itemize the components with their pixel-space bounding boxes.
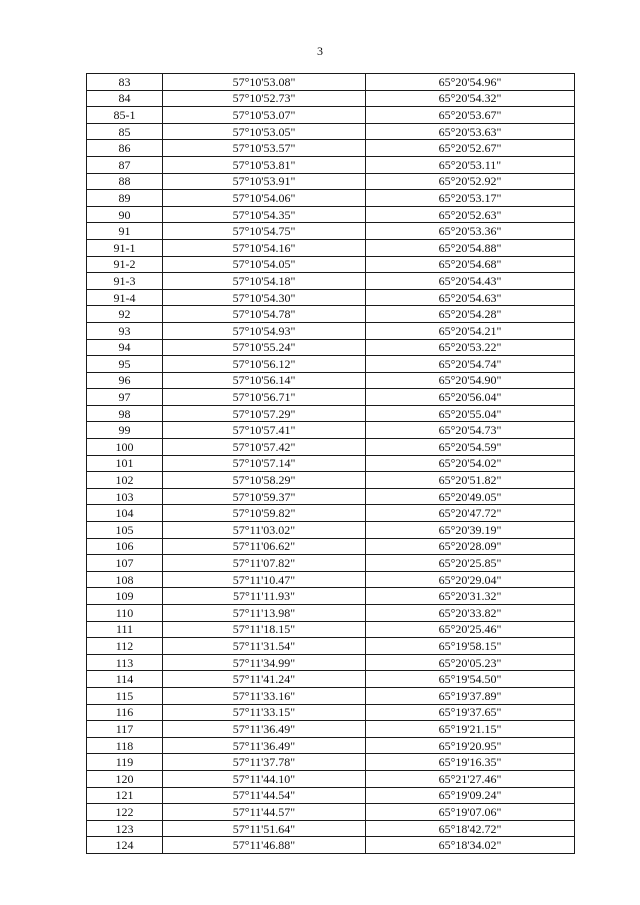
point-number-cell: 121 — [87, 787, 163, 804]
longitude-cell: 65°20'49.05" — [366, 488, 575, 505]
table-row — [87, 422, 575, 439]
table-row — [87, 339, 575, 356]
table-row — [87, 389, 575, 406]
latitude-cell: 57°10'54.06" — [163, 190, 366, 207]
longitude-cell: 65°20'53.63" — [366, 123, 575, 140]
point-number-cell: 86 — [87, 140, 163, 157]
table-row — [87, 439, 575, 456]
longitude-cell: 65°20'54.73" — [366, 422, 575, 439]
longitude-cell: 65°20'53.17" — [366, 190, 575, 207]
longitude-cell: 65°19'09.24" — [366, 787, 575, 804]
table-row — [87, 621, 575, 638]
latitude-cell: 57°11'33.15" — [163, 704, 366, 721]
point-number-cell: 102 — [87, 472, 163, 489]
table-row — [87, 538, 575, 555]
point-number-cell: 124 — [87, 837, 163, 854]
longitude-cell: 65°18'34.02" — [366, 837, 575, 854]
latitude-cell: 57°10'57.42" — [163, 439, 366, 456]
longitude-cell: 65°19'58.15" — [366, 638, 575, 655]
latitude-cell: 57°10'52.73" — [163, 90, 366, 107]
point-number-cell: 91-3 — [87, 273, 163, 290]
latitude-cell: 57°10'59.37" — [163, 488, 366, 505]
table-row — [87, 306, 575, 323]
point-number-cell: 118 — [87, 737, 163, 754]
latitude-cell: 57°11'31.54" — [163, 638, 366, 655]
table-row — [87, 804, 575, 821]
point-number-cell: 98 — [87, 405, 163, 422]
latitude-cell: 57°10'53.91" — [163, 173, 366, 190]
point-number-cell: 85-1 — [87, 107, 163, 124]
point-number-cell: 101 — [87, 455, 163, 472]
point-number-cell: 99 — [87, 422, 163, 439]
point-number-cell: 115 — [87, 687, 163, 704]
point-number-cell: 107 — [87, 555, 163, 572]
longitude-cell: 65°19'21.15" — [366, 721, 575, 738]
point-number-cell: 108 — [87, 571, 163, 588]
latitude-cell: 57°11'13.98" — [163, 605, 366, 622]
latitude-cell: 57°11'36.49" — [163, 721, 366, 738]
latitude-cell: 57°10'53.07" — [163, 107, 366, 124]
point-number-cell: 113 — [87, 654, 163, 671]
latitude-cell: 57°10'54.75" — [163, 223, 366, 240]
point-number-cell: 91-4 — [87, 289, 163, 306]
longitude-cell: 65°20'52.67" — [366, 140, 575, 157]
table-row — [87, 372, 575, 389]
latitude-cell: 57°10'57.41" — [163, 422, 366, 439]
point-number-cell: 93 — [87, 322, 163, 339]
table-row — [87, 455, 575, 472]
table-row — [87, 571, 575, 588]
table-row — [87, 555, 575, 572]
table-row — [87, 505, 575, 522]
point-number-cell: 94 — [87, 339, 163, 356]
longitude-cell: 65°20'54.43" — [366, 273, 575, 290]
table-row — [87, 90, 575, 107]
table-row — [87, 74, 575, 91]
table-row — [87, 588, 575, 605]
latitude-cell: 57°11'34.99" — [163, 654, 366, 671]
point-number-cell: 120 — [87, 770, 163, 787]
table-row — [87, 704, 575, 721]
point-number-cell: 91-1 — [87, 239, 163, 256]
point-number-cell: 104 — [87, 505, 163, 522]
longitude-cell: 65°20'54.74" — [366, 356, 575, 373]
table-row — [87, 107, 575, 124]
point-number-cell: 116 — [87, 704, 163, 721]
longitude-cell: 65°20'54.90" — [366, 372, 575, 389]
longitude-cell: 65°20'54.88" — [366, 239, 575, 256]
latitude-cell: 57°10'54.35" — [163, 206, 366, 223]
longitude-cell: 65°20'33.82" — [366, 605, 575, 622]
longitude-cell: 65°19'54.50" — [366, 671, 575, 688]
longitude-cell: 65°20'54.68" — [366, 256, 575, 273]
longitude-cell: 65°20'53.36" — [366, 223, 575, 240]
table-row — [87, 156, 575, 173]
latitude-cell: 57°10'58.29" — [163, 472, 366, 489]
longitude-cell: 65°20'29.04" — [366, 571, 575, 588]
latitude-cell: 57°10'53.08" — [163, 74, 366, 91]
table-row — [87, 289, 575, 306]
table-row — [87, 256, 575, 273]
point-number-cell: 109 — [87, 588, 163, 605]
longitude-cell: 65°20'55.04" — [366, 405, 575, 422]
table-row — [87, 737, 575, 754]
point-number-cell: 110 — [87, 605, 163, 622]
longitude-cell: 65°20'54.21" — [366, 322, 575, 339]
point-number-cell: 88 — [87, 173, 163, 190]
point-number-cell: 97 — [87, 389, 163, 406]
table-row — [87, 273, 575, 290]
table-row — [87, 206, 575, 223]
table-row — [87, 223, 575, 240]
latitude-cell: 57°10'56.71" — [163, 389, 366, 406]
point-number-cell: 96 — [87, 372, 163, 389]
point-number-cell: 103 — [87, 488, 163, 505]
latitude-cell: 57°10'53.57" — [163, 140, 366, 157]
latitude-cell: 57°11'36.49" — [163, 737, 366, 754]
table-row — [87, 140, 575, 157]
point-number-cell: 114 — [87, 671, 163, 688]
table-row — [87, 356, 575, 373]
point-number-cell: 123 — [87, 820, 163, 837]
table-row — [87, 654, 575, 671]
table-row — [87, 687, 575, 704]
point-number-cell: 87 — [87, 156, 163, 173]
table-row — [87, 405, 575, 422]
longitude-cell: 65°19'37.89" — [366, 687, 575, 704]
latitude-cell: 57°10'54.05" — [163, 256, 366, 273]
latitude-cell: 57°11'46.88" — [163, 837, 366, 854]
table-row — [87, 605, 575, 622]
coordinates-table-body — [87, 74, 575, 854]
longitude-cell: 65°20'53.11" — [366, 156, 575, 173]
table-row — [87, 638, 575, 655]
latitude-cell: 57°10'55.24" — [163, 339, 366, 356]
table-row — [87, 123, 575, 140]
latitude-cell: 57°10'54.78" — [163, 306, 366, 323]
table-row — [87, 190, 575, 207]
longitude-cell: 65°18'42.72" — [366, 820, 575, 837]
longitude-cell: 65°20'52.92" — [366, 173, 575, 190]
latitude-cell: 57°11'44.54" — [163, 787, 366, 804]
longitude-cell: 65°20'25.46" — [366, 621, 575, 638]
longitude-cell: 65°20'54.96" — [366, 74, 575, 91]
table-row — [87, 671, 575, 688]
longitude-cell: 65°20'31.32" — [366, 588, 575, 605]
longitude-cell: 65°19'37.65" — [366, 704, 575, 721]
table-row — [87, 770, 575, 787]
point-number-cell: 119 — [87, 754, 163, 771]
point-number-cell: 105 — [87, 522, 163, 539]
longitude-cell: 65°20'47.72" — [366, 505, 575, 522]
longitude-cell: 65°20'25.85" — [366, 555, 575, 572]
longitude-cell: 65°20'54.32" — [366, 90, 575, 107]
latitude-cell: 57°11'37.78" — [163, 754, 366, 771]
table-row — [87, 787, 575, 804]
latitude-cell: 57°10'54.16" — [163, 239, 366, 256]
latitude-cell: 57°11'51.64" — [163, 820, 366, 837]
longitude-cell: 65°20'54.59" — [366, 439, 575, 456]
longitude-cell: 65°20'52.63" — [366, 206, 575, 223]
latitude-cell: 57°10'57.29" — [163, 405, 366, 422]
latitude-cell: 57°10'59.82" — [163, 505, 366, 522]
latitude-cell: 57°11'44.10" — [163, 770, 366, 787]
table-row — [87, 837, 575, 854]
latitude-cell: 57°11'07.82" — [163, 555, 366, 572]
latitude-cell: 57°10'53.05" — [163, 123, 366, 140]
point-number-cell: 117 — [87, 721, 163, 738]
point-number-cell: 91 — [87, 223, 163, 240]
table-row — [87, 173, 575, 190]
point-number-cell: 122 — [87, 804, 163, 821]
point-number-cell: 111 — [87, 621, 163, 638]
point-number-cell: 85 — [87, 123, 163, 140]
latitude-cell: 57°10'54.93" — [163, 322, 366, 339]
table-row — [87, 488, 575, 505]
longitude-cell: 65°20'51.82" — [366, 472, 575, 489]
latitude-cell: 57°11'33.16" — [163, 687, 366, 704]
point-number-cell: 90 — [87, 206, 163, 223]
point-number-cell: 106 — [87, 538, 163, 555]
point-number-cell: 84 — [87, 90, 163, 107]
longitude-cell: 65°20'05.23" — [366, 654, 575, 671]
table-row — [87, 239, 575, 256]
page-number: 3 — [317, 44, 323, 58]
latitude-cell: 57°10'56.14" — [163, 372, 366, 389]
point-number-cell: 83 — [87, 74, 163, 91]
latitude-cell: 57°11'11.93" — [163, 588, 366, 605]
longitude-cell: 65°20'53.67" — [366, 107, 575, 124]
latitude-cell: 57°10'54.30" — [163, 289, 366, 306]
latitude-cell: 57°11'10.47" — [163, 571, 366, 588]
longitude-cell: 65°19'20.95" — [366, 737, 575, 754]
table-row — [87, 522, 575, 539]
longitude-cell: 65°19'07.06" — [366, 804, 575, 821]
point-number-cell: 95 — [87, 356, 163, 373]
longitude-cell: 65°20'39.19" — [366, 522, 575, 539]
latitude-cell: 57°11'18.15" — [163, 621, 366, 638]
point-number-cell: 91-2 — [87, 256, 163, 273]
table-row — [87, 754, 575, 771]
longitude-cell: 65°20'53.22" — [366, 339, 575, 356]
point-number-cell: 100 — [87, 439, 163, 456]
longitude-cell: 65°20'54.63" — [366, 289, 575, 306]
table-row — [87, 721, 575, 738]
latitude-cell: 57°10'53.81" — [163, 156, 366, 173]
longitude-cell: 65°20'56.04" — [366, 389, 575, 406]
table-row — [87, 820, 575, 837]
latitude-cell: 57°11'44.57" — [163, 804, 366, 821]
latitude-cell: 57°10'56.12" — [163, 356, 366, 373]
longitude-cell: 65°20'28.09" — [366, 538, 575, 555]
point-number-cell: 92 — [87, 306, 163, 323]
longitude-cell: 65°20'54.02" — [366, 455, 575, 472]
latitude-cell: 57°11'41.24" — [163, 671, 366, 688]
latitude-cell: 57°10'57.14" — [163, 455, 366, 472]
longitude-cell: 65°19'16.35" — [366, 754, 575, 771]
longitude-cell: 65°21'27.46" — [366, 770, 575, 787]
longitude-cell: 65°20'54.28" — [366, 306, 575, 323]
latitude-cell: 57°11'06.62" — [163, 538, 366, 555]
latitude-cell: 57°10'54.18" — [163, 273, 366, 290]
table-row — [87, 322, 575, 339]
point-number-cell: 89 — [87, 190, 163, 207]
latitude-cell: 57°11'03.02" — [163, 522, 366, 539]
point-number-cell: 112 — [87, 638, 163, 655]
coordinates-table — [86, 73, 575, 854]
table-row — [87, 472, 575, 489]
